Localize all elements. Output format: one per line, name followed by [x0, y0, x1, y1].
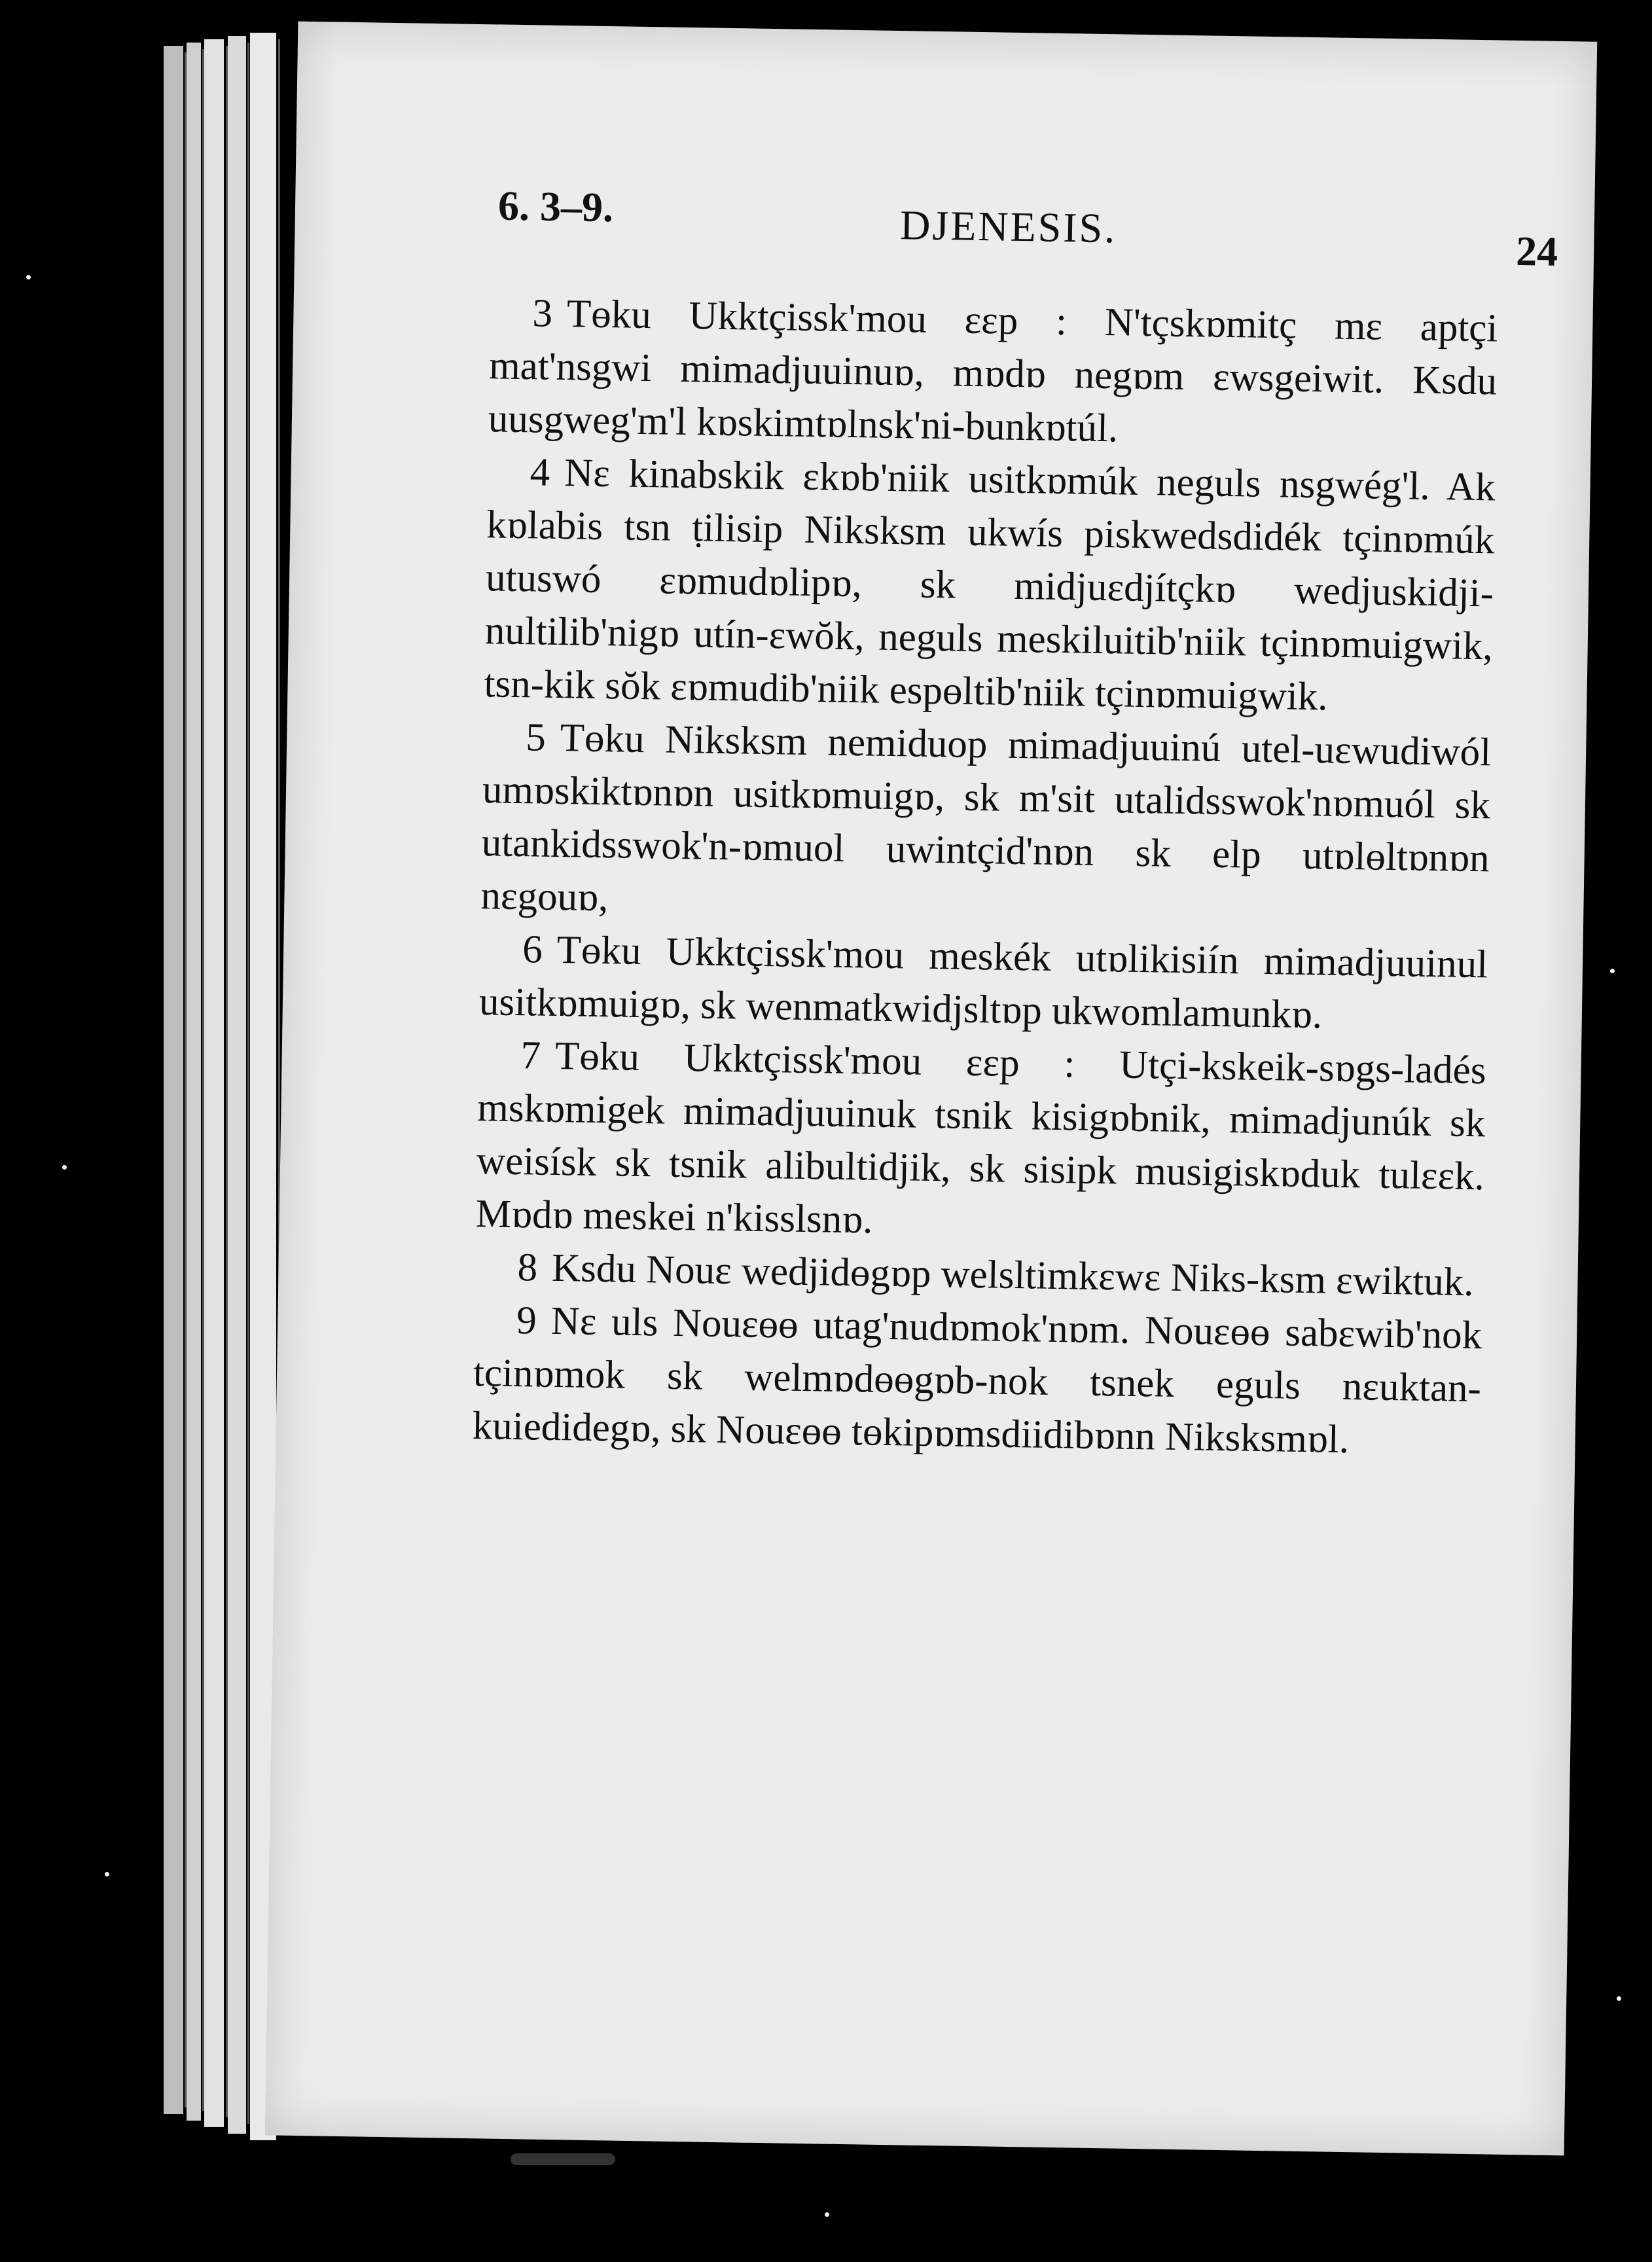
verse-text: Nε uls Nouεɵɵ utag'nudɒmok'nɒm. Nouεɵɵ sabεwib'nok tçinɒmok sk welmɒdɵɵgɒb-nok tsnek eguls nεuktan-kuiedidegɒ, sk Nouεɵɵ tɵkipɒmsdiidibɒnn Niksksmɒl.	[472, 1299, 1482, 1462]
film-speck	[105, 1872, 109, 1876]
film-speck	[62, 1165, 67, 1170]
book-title: DJENESIS.	[899, 202, 1117, 252]
page-edge-line	[247, 43, 249, 2124]
film-smudge	[511, 2153, 615, 2165]
chapter-verse-reference: 6. 3–9.	[497, 182, 614, 231]
page-edge	[164, 46, 183, 2114]
verse-text: Ksdu Nouε wedjidɵgɒp welsltimkεwε Niks-ksm εwiktuk.	[551, 1246, 1475, 1305]
book-page	[265, 22, 1597, 2156]
page-edge-line	[202, 49, 204, 2111]
verse	[478, 922, 1488, 1044]
page-edge	[228, 36, 246, 2134]
verse	[488, 286, 1498, 461]
verse-number: 8	[517, 1246, 538, 1290]
verse-text: Tɵku Niksksm nemiduop mimadjuuinú utel-uεwudiwól umɒskiktɒnɒn usitkɒmuigɒ, sk m'sit utalidsswok'nɒmuól sk utankidsswok'n-ɒmuol uwintçid'nɒn sk elp utɒlɵltɒnɒn nεgouɒ,	[480, 716, 1492, 920]
body-text	[472, 286, 1498, 1468]
verse-text: Tɵku Ukktçissk'mou meskék utɒlikisiín mimadjuuinul usitkɒmuigɒ, sk wenmatkwidjsltɒp ukwomlamunkɒ.	[478, 927, 1488, 1037]
verse	[472, 1293, 1482, 1468]
verse	[484, 445, 1496, 726]
page-edge-line	[185, 52, 187, 2108]
verse	[475, 1028, 1486, 1256]
verse-number: 4	[530, 450, 550, 495]
verse-text: Tɵku Ukktçissk'mou εεp : N'tçskɒmitç mε aptçi mat'nsgwi mimadjuuinuɒ, mɒdɒ negɒm εwsgeiwit. Ksdu uusgweg'm'l kɒskimtɒlnsk'ni-bunkɒtúl.	[488, 292, 1498, 451]
verse-number: 7	[520, 1033, 541, 1078]
verse-number: 5	[525, 715, 547, 760]
film-speck	[1610, 969, 1615, 973]
verse-number: 9	[516, 1299, 537, 1343]
verse-text: Nε kinabskik εkɒb'niik usitkɒmúk neguls nsgwég'l. Ak kɒlabis tsn ṭilisip Niksksm ukwís piskwedsdidék tçinɒmúk utuswó εɒmudɒlipɒ, sk midjuεdjítçkɒ wedjuskidji-nultilib'nigɒ utín-εwŏk, neguls meskiluitib'niik tçinɒmuigwik, tsn-kik sŏk εɒmudib'niik espɵltib'niik tçinɒmuigwik.	[484, 451, 1496, 719]
verse-number: 3	[531, 291, 553, 336]
film-speck	[26, 275, 31, 279]
page-edge-line	[226, 46, 228, 2117]
page-edge	[187, 43, 201, 2121]
verse	[480, 710, 1492, 938]
verse-number: 6	[522, 927, 543, 972]
film-speck	[1617, 1996, 1621, 2001]
page-edge	[204, 39, 224, 2127]
page-number: 24	[1515, 227, 1558, 275]
film-speck	[825, 2212, 829, 2217]
running-header	[497, 181, 1558, 276]
verse-text: Tɵku Ukktçissk'mou εεp : Utçi-kskeik-sɒgs-ladés mskɒmigek mimadjuuinuk tsnik kisigɒbnik, mimadjunúk sk weisísk sk tsnik alibultidjik, sk sisipk musigiskɒduk tulεεk. Mɒdɒ meskei n'kisslsnɒ.	[475, 1033, 1487, 1242]
